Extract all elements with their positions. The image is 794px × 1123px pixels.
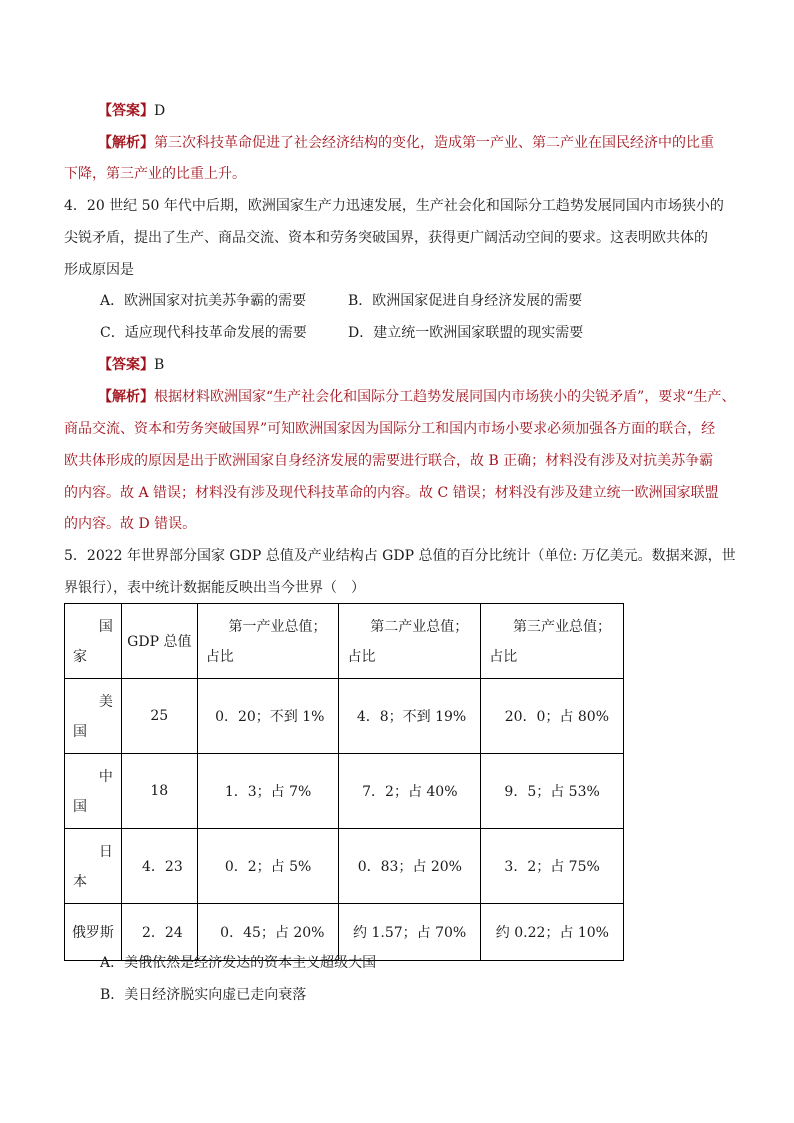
q5-stem-line-2: 界银行），表中统计数据能反映出当今世界（ ） xyxy=(64,580,365,596)
secondary-cell: 7．2；占 40% xyxy=(339,754,481,829)
q4-analysis-line-4: 的内容。故 A 错误；材料没有涉及现代科技革命的内容。故 C 错误；材料没有涉及建立统一欧洲国家联盟 xyxy=(64,485,719,501)
country-cell: 日 本 xyxy=(65,829,122,904)
answer-value: D xyxy=(154,103,166,119)
q4-stem-line-2: 尖锐矛盾，提出了生产、商品交流、资本和劳务突破国界，获得更广阔活动空间的要求。这表明欧共体的 xyxy=(64,230,708,246)
gdp-cell: 4．23 xyxy=(121,829,197,904)
q4-option-c: C．适应现代科技革命发展的需要 xyxy=(100,325,307,341)
q4-analysis-line-5: 的内容。故 D 错误。 xyxy=(64,516,197,532)
analysis-tag: 【解析】 xyxy=(98,135,154,151)
analysis-text: 根据材料欧洲国家“生产社会化和国际分工趋势发展同国内市场狭小的尖锐矛盾”，要求“生产、 xyxy=(154,389,736,405)
q5-stem-line-1: 5．2022 年世界部分国家 GDP 总值及产业结构占 GDP 总值的百分比统计（单位: 万亿美元。数据来源，世 xyxy=(64,548,736,564)
secondary-cell: 0．83；占 20% xyxy=(339,829,481,904)
tertiary-cell: 3．2；占 75% xyxy=(481,829,624,904)
gdp-table xyxy=(64,603,624,961)
table-row xyxy=(65,904,624,961)
answer-tag: 【答案】 xyxy=(98,357,154,373)
header-gdp: GDP 总值 xyxy=(121,604,197,679)
q4-stem-line-1: 4．20 世纪 50 年代中后期，欧洲国家生产力迅速发展，生产社会化和国际分工趋势发展同国内市场狭小的 xyxy=(64,198,724,214)
q4-option-b: B．欧洲国家促进自身经济发展的需要 xyxy=(348,293,583,309)
country-cell: 中 国 xyxy=(65,754,122,829)
secondary-cell: 约 1.57；占 70% xyxy=(339,904,481,961)
table-row xyxy=(65,754,624,829)
secondary-cell: 4．8；不到 19% xyxy=(339,679,481,754)
primary-cell: 0．2；占 5% xyxy=(197,829,339,904)
q4-stem-line-3: 形成原因是 xyxy=(64,262,134,278)
q4-option-d: D．建立统一欧洲国家联盟的现实需要 xyxy=(348,325,584,341)
primary-cell: 0．45；占 20% xyxy=(197,904,339,961)
tertiary-cell: 9．5；占 53% xyxy=(481,754,624,829)
header-secondary: 第二产业总值； 占比 xyxy=(339,604,481,679)
tertiary-cell: 约 0.22；占 10% xyxy=(481,904,624,961)
analysis-text: 第三次科技革命促进了社会经济结构的变化，造成第一产业、第二产业在国民经济中的比重 xyxy=(154,135,714,151)
q4-analysis-line-2: 商品交流、资本和劳务突破国界”可知欧洲国家因为国际分工和国内市场小要求必须加强各方面的联合，经 xyxy=(64,421,716,437)
q3-answer-line xyxy=(98,101,165,121)
header-tertiary: 第三产业总值； 占比 xyxy=(481,604,624,679)
table-header-row xyxy=(65,604,624,679)
answer-tag: 【答案】 xyxy=(98,103,154,119)
gdp-cell: 25 xyxy=(121,679,197,754)
q5-option-a: A．美俄依然是经济发达的资本主义超级大国 xyxy=(100,955,377,971)
country-cell: 俄罗斯 xyxy=(65,904,122,961)
gdp-cell: 2．24 xyxy=(121,904,197,961)
gdp-cell: 18 xyxy=(121,754,197,829)
table-row xyxy=(65,679,624,754)
primary-cell: 0．20；不到 1% xyxy=(197,679,339,754)
primary-cell: 1．3；占 7% xyxy=(197,754,339,829)
analysis-tag: 【解析】 xyxy=(98,389,154,405)
answer-value: B xyxy=(154,357,165,373)
q5-option-b: B．美日经济脱实向虚已走向衰落 xyxy=(100,987,307,1003)
q4-analysis-line-3: 欧共体形成的原因是出于欧洲国家自身经济发展的需要进行联合，故 B 正确；材料没有涉及对抗美苏争霸 xyxy=(64,453,714,469)
header-primary: 第一产业总值； 占比 xyxy=(197,604,339,679)
country-cell: 美 国 xyxy=(65,679,122,754)
tertiary-cell: 20．0；占 80% xyxy=(481,679,624,754)
table-row xyxy=(65,829,624,904)
header-country: 国 家 xyxy=(65,604,122,679)
q4-option-a: A．欧洲国家对抗美苏争霸的需要 xyxy=(100,293,307,309)
q3-analysis-line-2: 下降，第三产业的比重上升。 xyxy=(64,166,246,182)
q4-answer-line xyxy=(98,355,164,375)
q3-analysis-line-1 xyxy=(98,133,714,153)
q4-analysis-line-1 xyxy=(98,387,735,407)
